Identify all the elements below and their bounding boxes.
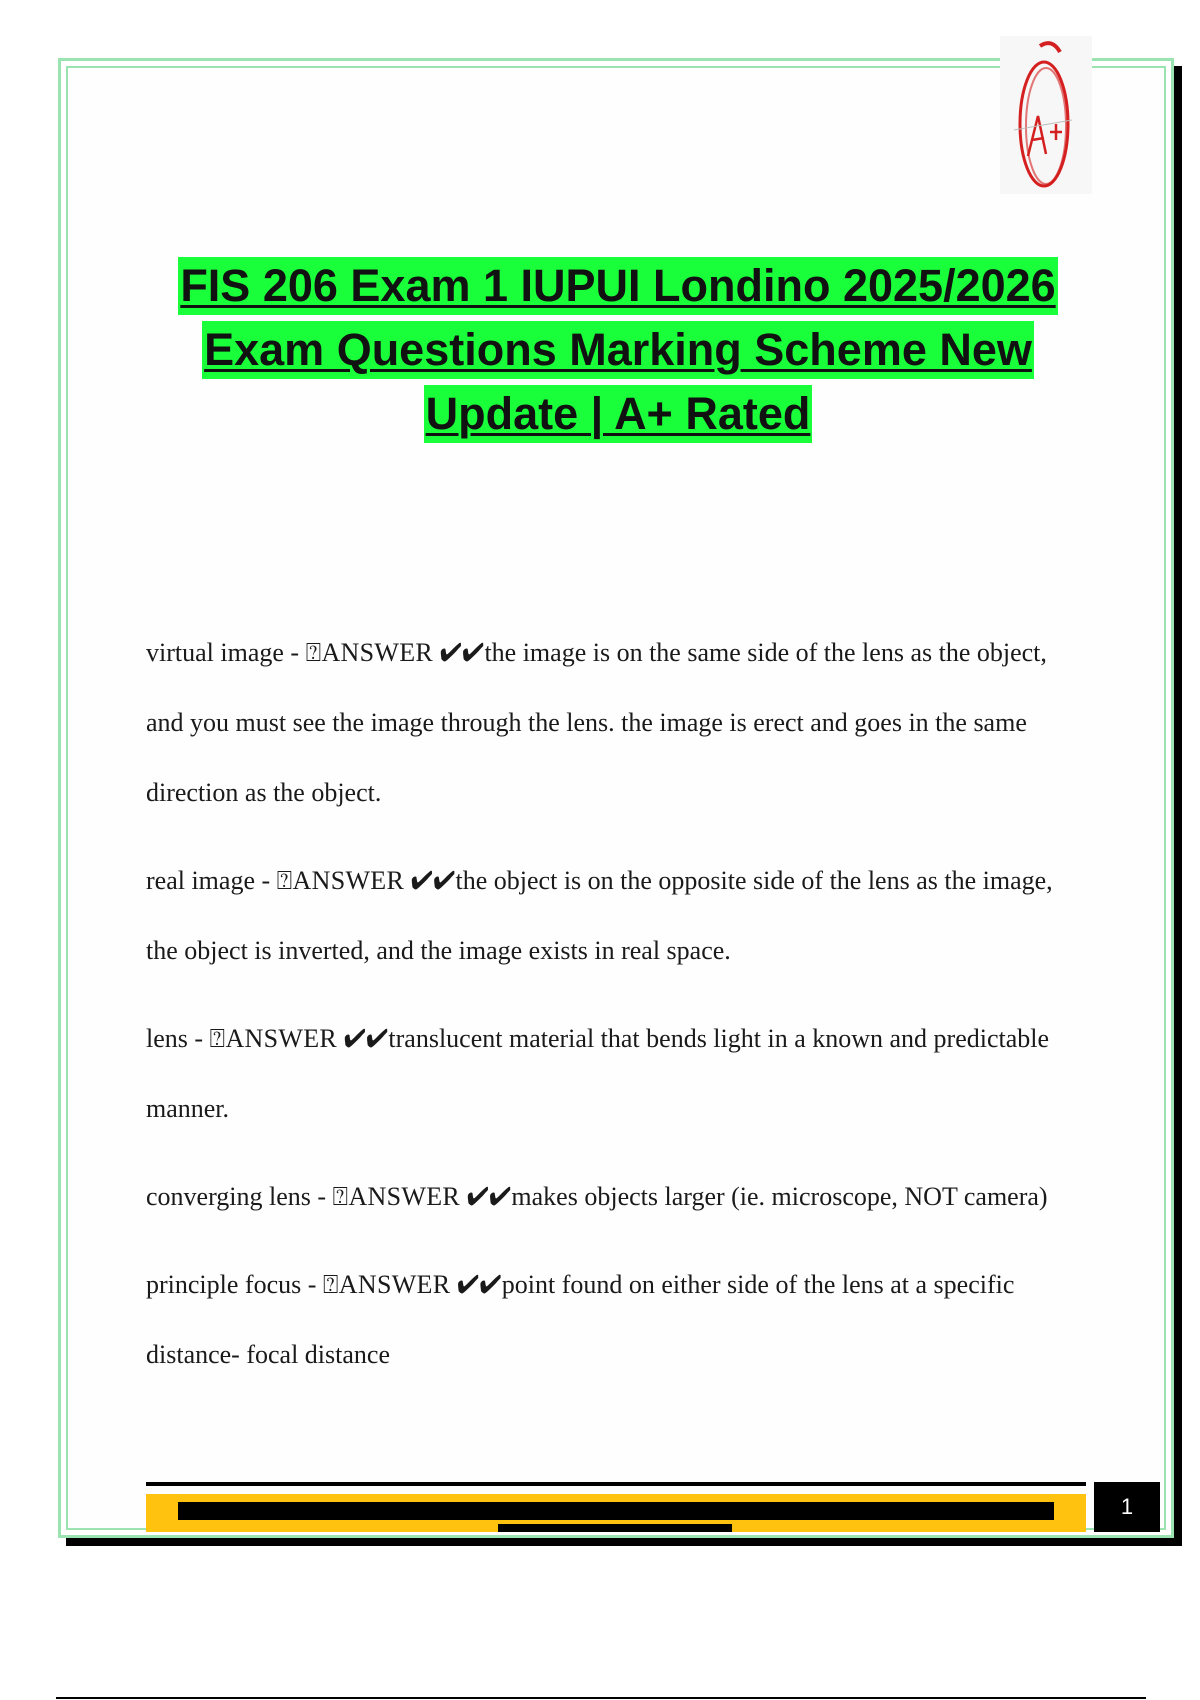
- title-line-3: Update | A+ Rated: [424, 385, 813, 443]
- qa-term: real image -: [146, 866, 277, 895]
- answer-marker: ⍰ANSWER ✔✔: [332, 1182, 512, 1211]
- footer-bar-stripe: [178, 1502, 1054, 1520]
- document-title: [108, 254, 1128, 446]
- qa-item: [146, 1162, 1086, 1232]
- footer-decorative-bar: [146, 1494, 1086, 1532]
- bottom-divider: [56, 1697, 1146, 1699]
- title-line-2: Exam Questions Marking Scheme New: [202, 321, 1034, 379]
- title-line-1: FIS 206 Exam 1 IUPUI Londino 2025/2026: [178, 257, 1057, 315]
- qa-term: lens -: [146, 1024, 210, 1053]
- qa-term: virtual image -: [146, 638, 306, 667]
- answer-marker: ⍰ANSWER ✔✔: [305, 638, 485, 667]
- qa-answer: makes objects larger (ie. microscope, NOT camera): [511, 1182, 1048, 1211]
- answer-marker: ⍰ANSWER ✔✔: [322, 1270, 502, 1299]
- qa-answer: point found on either side of the lens at a specific distance- focal distance: [146, 1270, 1015, 1369]
- qa-answer: the object is on the opposite side of the lens as the image, the object is inverted, and the image exists in real space.: [146, 866, 1053, 965]
- qa-item: [146, 1004, 1086, 1144]
- a-plus-stamp-icon: [1000, 36, 1092, 194]
- qa-term: principle focus -: [146, 1270, 323, 1299]
- qa-item: [146, 618, 1086, 828]
- footer-rule: [146, 1482, 1086, 1486]
- page-footer: [146, 1482, 1160, 1532]
- qa-term: converging lens -: [146, 1182, 333, 1211]
- grade-stamp-image: [1000, 36, 1092, 194]
- qa-list: [146, 618, 1086, 1408]
- page-number: 1: [1094, 1482, 1160, 1532]
- qa-answer: the image is on the same side of the lens as the object, and you must see the image through the lens. the image is erect and goes in the same direction as the object.: [146, 638, 1047, 807]
- answer-marker: ⍰ANSWER ✔✔: [276, 866, 456, 895]
- qa-item: [146, 1250, 1086, 1390]
- answer-marker: ⍰ANSWER ✔✔: [209, 1024, 389, 1053]
- qa-item: [146, 846, 1086, 986]
- qa-answer: translucent material that bends light in a known and predictable manner.: [146, 1024, 1050, 1123]
- footer-bar-substripe: [498, 1524, 732, 1532]
